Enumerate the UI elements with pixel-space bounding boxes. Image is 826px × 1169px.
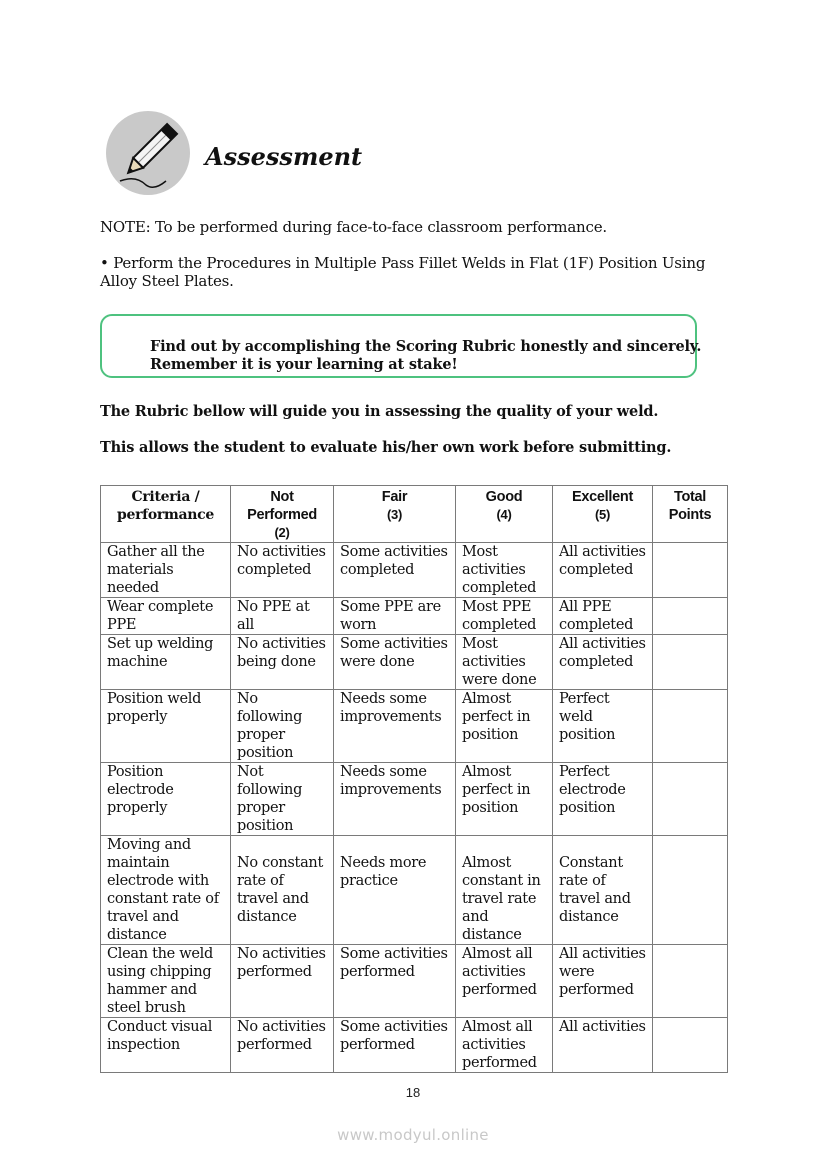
callout-line-2: Remember it is your learning at stake! — [150, 356, 458, 373]
table-row — [101, 763, 728, 836]
cell-good: Almost perfect in position — [456, 690, 553, 763]
header-criteria: Criteria / performance — [101, 486, 231, 543]
cell-criteria: Position weld properly — [101, 690, 231, 763]
cell-excellent: Perfect weld position — [553, 690, 653, 763]
page-number: 18 — [405, 1085, 421, 1100]
guide-text-1: The Rubric bellow will guide you in assessing the quality of your weld. — [100, 403, 659, 420]
header-good: Good (4) — [456, 486, 553, 543]
header-total-points: Total Points — [653, 486, 728, 543]
cell-excellent: All activities — [553, 1018, 653, 1073]
rubric-table — [100, 485, 728, 1073]
cell-total[interactable] — [653, 543, 728, 598]
cell-total[interactable] — [653, 1018, 728, 1073]
table-row — [101, 690, 728, 763]
rubric-header-row — [101, 486, 728, 543]
table-row — [101, 543, 728, 598]
cell-good: Almost all activities performed — [456, 1018, 553, 1073]
cell-good: Almost perfect in position — [456, 763, 553, 836]
cell-good: Most activities were done — [456, 635, 553, 690]
cell-fair: Needs some improvements — [334, 690, 456, 763]
cell-criteria: Clean the weld using chipping hammer and steel brush — [101, 945, 231, 1018]
cell-not-performed: No activities performed — [231, 945, 334, 1018]
table-row — [101, 1018, 728, 1073]
cell-excellent: All activities were performed — [553, 945, 653, 1018]
cell-not-performed: No activities performed — [231, 1018, 334, 1073]
cell-good: Almost all activities performed — [456, 945, 553, 1018]
cell-fair: Some activities performed — [334, 1018, 456, 1073]
cell-excellent: All PPE completed — [553, 598, 653, 635]
cell-total[interactable] — [653, 836, 728, 945]
cell-total[interactable] — [653, 763, 728, 836]
cell-fair: Needs more practice — [334, 836, 456, 945]
cell-excellent: Perfect electrode position — [553, 763, 653, 836]
cell-not-performed: No activities completed — [231, 543, 334, 598]
table-row — [101, 598, 728, 635]
cell-criteria: Moving and maintain electrode with constant rate of travel and distance — [101, 836, 231, 945]
table-row — [101, 635, 728, 690]
cell-not-performed: No activities being done — [231, 635, 334, 690]
cell-good: Most PPE completed — [456, 598, 553, 635]
header-not-performed: Not Performed (2) — [231, 486, 334, 543]
cell-fair: Some activities performed — [334, 945, 456, 1018]
cell-excellent: All activities completed — [553, 543, 653, 598]
table-row — [101, 945, 728, 1018]
cell-excellent: All activities completed — [553, 635, 653, 690]
header-fair: Fair (3) — [334, 486, 456, 543]
cell-good: Almost constant in travel rate and distance — [456, 836, 553, 945]
table-row — [101, 836, 728, 945]
cell-fair: Some activities completed — [334, 543, 456, 598]
cell-not-performed: No constant rate of travel and distance — [231, 836, 334, 945]
callout-line-1: Find out by accomplishing the Scoring Rubric honestly and sincerely. — [150, 338, 702, 355]
watermark: www.modyul.online — [337, 1126, 489, 1144]
cell-criteria: Conduct visual inspection — [101, 1018, 231, 1073]
cell-good: Most activities completed — [456, 543, 553, 598]
pencil-icon — [106, 111, 190, 195]
cell-criteria: Gather all the materials needed — [101, 543, 231, 598]
cell-fair: Some activities were done — [334, 635, 456, 690]
cell-total[interactable] — [653, 598, 728, 635]
cell-total[interactable] — [653, 690, 728, 763]
task-text: • Perform the Procedures in Multiple Pass Fillet Welds in Flat (1F) Position Using Alloy Steel Plates. — [100, 254, 706, 290]
cell-total[interactable] — [653, 945, 728, 1018]
cell-fair: Needs some improvements — [334, 763, 456, 836]
page-title: Assessment — [205, 142, 363, 171]
cell-total[interactable] — [653, 635, 728, 690]
cell-not-performed: Not following proper position — [231, 763, 334, 836]
cell-criteria: Position electrode properly — [101, 763, 231, 836]
header-excellent: Excellent (5) — [553, 486, 653, 543]
note-text: NOTE: To be performed during face-to-face classroom performance. — [100, 218, 607, 236]
cell-criteria: Wear complete PPE — [101, 598, 231, 635]
callout-text — [150, 338, 750, 374]
cell-fair: Some PPE are worn — [334, 598, 456, 635]
guide-text-2: This allows the student to evaluate his/her own work before submitting. — [100, 439, 672, 456]
cell-not-performed: No PPE at all — [231, 598, 334, 635]
cell-not-performed: No following proper position — [231, 690, 334, 763]
cell-excellent: Constant rate of travel and distance — [553, 836, 653, 945]
cell-criteria: Set up welding machine — [101, 635, 231, 690]
